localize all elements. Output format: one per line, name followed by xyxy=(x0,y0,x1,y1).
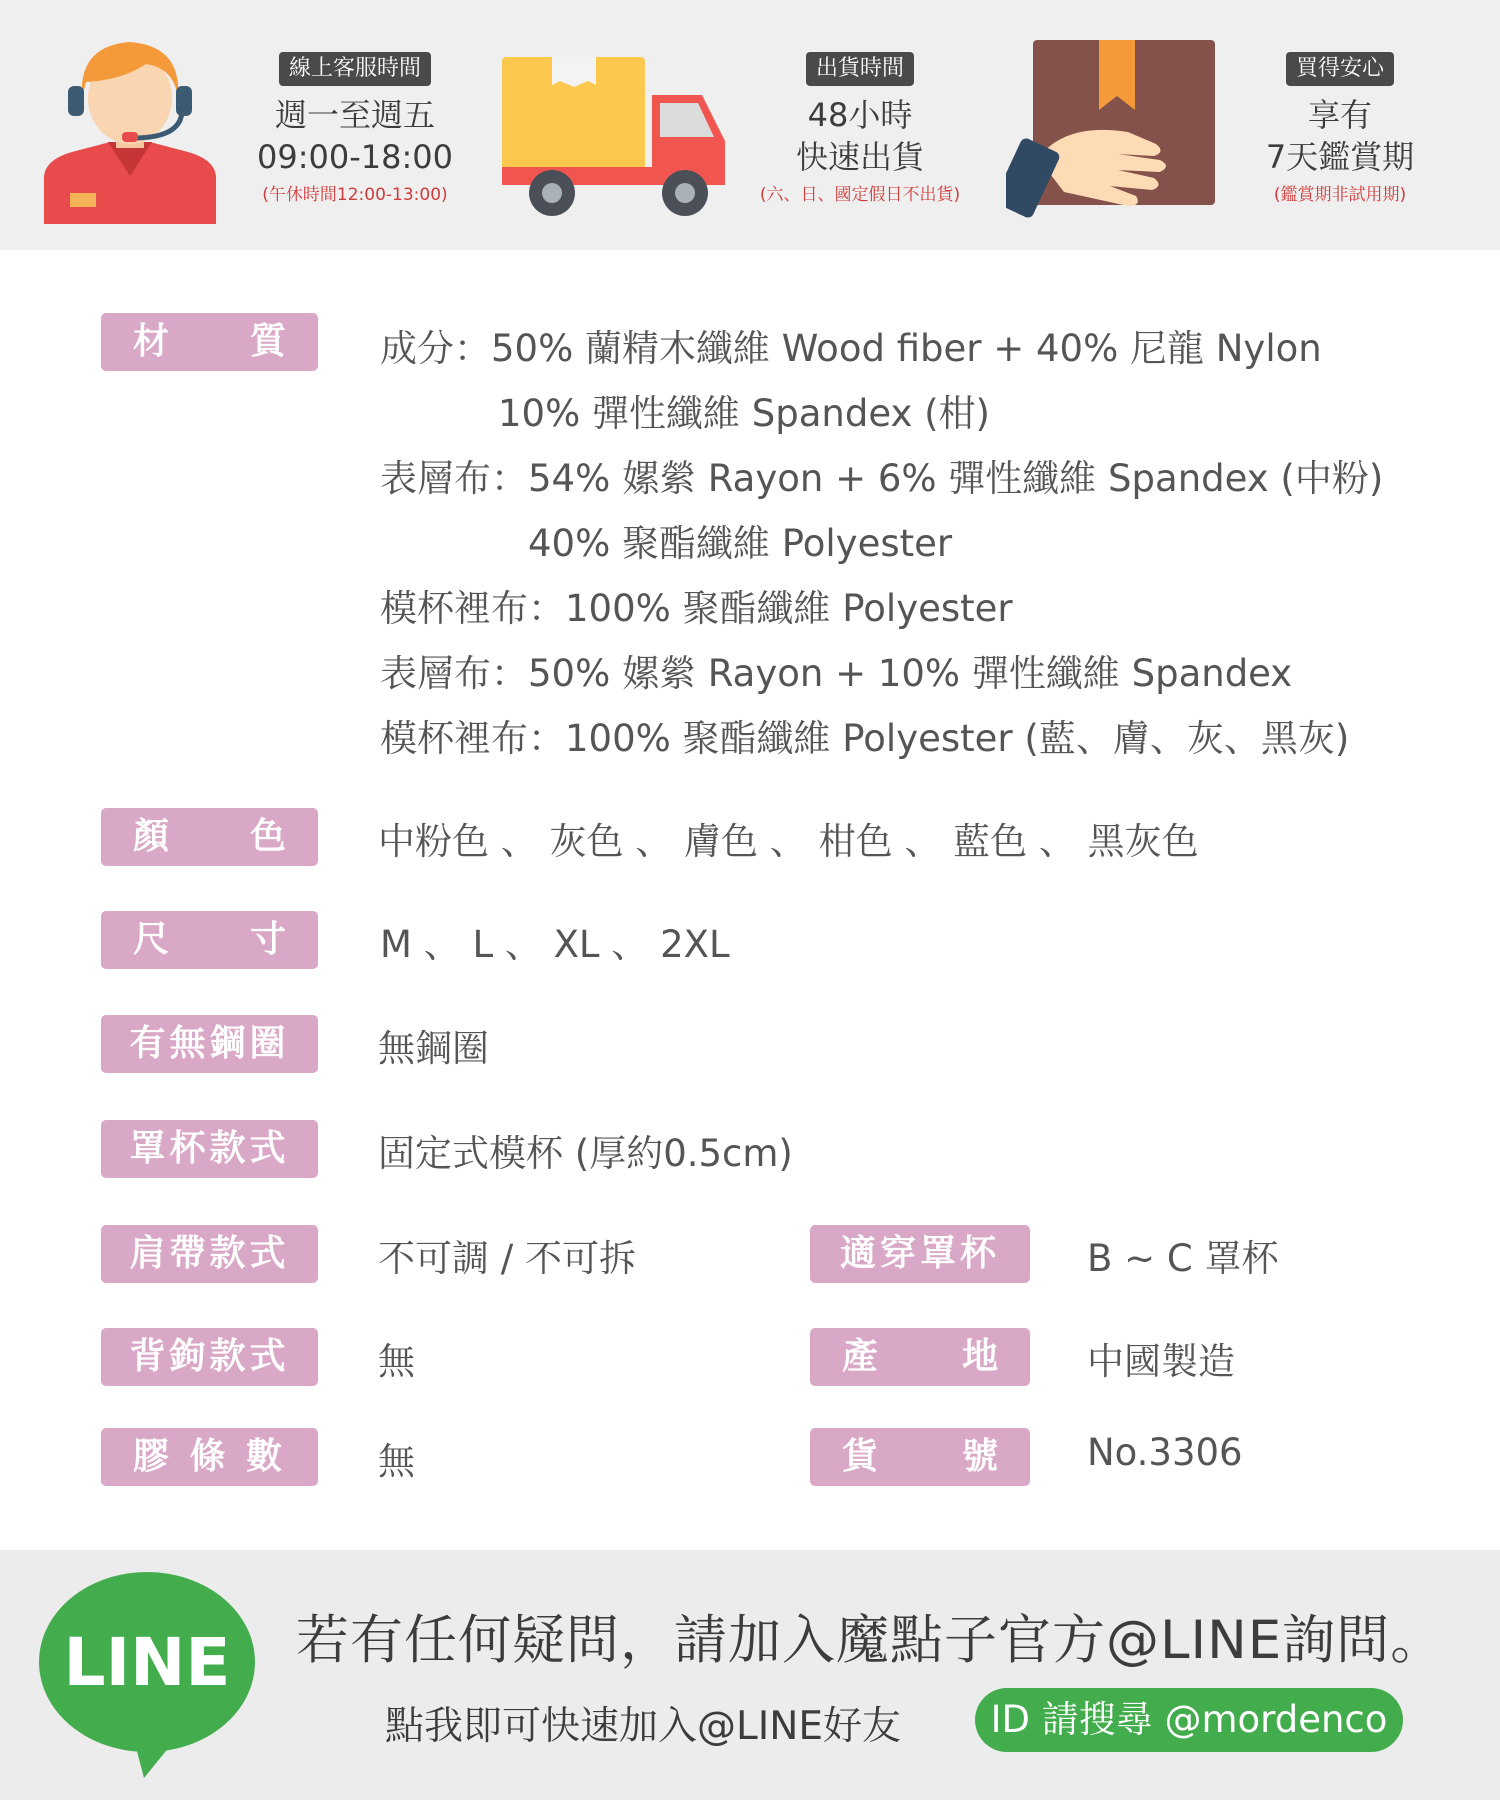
color-label: 顏 色 xyxy=(101,808,318,866)
item-number-label: 貨 號 xyxy=(810,1428,1030,1486)
origin-value: 中國製造 xyxy=(1087,1340,1235,1383)
shipping-time-block xyxy=(720,52,1000,205)
cup-style-value: 固定式模杯 (厚約0.5cm) xyxy=(378,1132,793,1175)
add-line-friend-link[interactable]: 點我即可快速加入@LINE好友 xyxy=(385,1704,902,1749)
service-hours-block xyxy=(210,52,500,205)
service-hours-tag: 線上客服時間 xyxy=(279,52,431,86)
material-line-7: 模杯裡布：100% 聚酯纖維 Polyester (藍、膚、灰、黑灰) xyxy=(380,717,1350,760)
origin-label: 產 地 xyxy=(810,1328,1030,1386)
material-line-3: 表層布：54% 嫘縈 Rayon + 6% 彈性纖維 Spandex (中粉) xyxy=(380,457,1384,500)
guarantee-block xyxy=(1230,52,1450,205)
guarantee-line1: 享有 xyxy=(1307,96,1372,134)
footer-question-text: 若有任何疑問，請加入魔點子官方@LINE詢問。 xyxy=(296,1610,1445,1671)
delivery-truck-icon xyxy=(502,55,727,220)
lunch-break-note: (午休時間12:00-13:00) xyxy=(262,185,448,205)
item-number-value: No.3306 xyxy=(1087,1431,1243,1474)
customer-service-agent-icon xyxy=(42,28,218,224)
hook-label: 背鉤款式 xyxy=(101,1328,318,1386)
material-line-1: 成分：50% 蘭精木纖維 Wood fiber + 40% 尼龍 Nylon xyxy=(380,327,1322,370)
line-id-button[interactable]: ID 請搜尋 @mordenco xyxy=(975,1688,1403,1752)
wire-label: 有無鋼圈 xyxy=(101,1015,318,1073)
material-line-5: 模杯裡布：100% 聚酯纖維 Polyester xyxy=(380,587,1013,630)
bones-value: 無 xyxy=(378,1440,415,1483)
strap-value: 不可調 / 不可拆 xyxy=(378,1237,636,1280)
material-line-6: 表層布：50% 嫘縈 Rayon + 10% 彈性纖維 Spandex xyxy=(380,652,1293,695)
color-value: 中粉色 、 灰色 、 膚色 、 柑色 、 藍色 、 黑灰色 xyxy=(378,820,1199,863)
fit-cup-label: 適穿罩杯 xyxy=(810,1225,1030,1283)
guarantee-tag: 買得安心 xyxy=(1286,52,1394,86)
hook-value: 無 xyxy=(378,1340,415,1383)
wire-value: 無鋼圈 xyxy=(378,1027,489,1070)
service-hours: 09:00-18:00 xyxy=(257,138,453,176)
strap-label: 肩帶款式 xyxy=(101,1225,318,1283)
line-logo-text: LINE xyxy=(63,1624,231,1701)
bones-label: 膠 條 數 xyxy=(101,1428,318,1486)
cup-style-label: 罩杯款式 xyxy=(101,1120,318,1178)
guarantee-period: 7天鑑賞期 xyxy=(1265,138,1415,176)
material-line-4: 40% 聚酯纖維 Polyester xyxy=(528,522,953,565)
guarantee-note: (鑑賞期非試用期) xyxy=(1273,185,1407,205)
shipping-holiday-note: (六、日、國定假日不出貨) xyxy=(759,185,961,205)
material-line-2: 10% 彈性纖維 Spandex (柑) xyxy=(498,392,990,435)
package-delivery-icon xyxy=(1006,40,1216,225)
size-value: M 、 L 、 XL 、 2XL xyxy=(380,923,730,966)
material-label: 材 質 xyxy=(101,313,318,371)
service-days: 週一至週五 xyxy=(274,96,435,134)
fit-cup-value: B ~ C 罩杯 xyxy=(1087,1237,1279,1280)
size-label: 尺 寸 xyxy=(101,911,318,969)
line-logo-icon[interactable] xyxy=(38,1570,256,1778)
shipping-hours: 48小時 xyxy=(807,96,913,134)
shipping-speed: 快速出貨 xyxy=(795,138,924,176)
shipping-time-tag: 出貨時間 xyxy=(806,52,914,86)
